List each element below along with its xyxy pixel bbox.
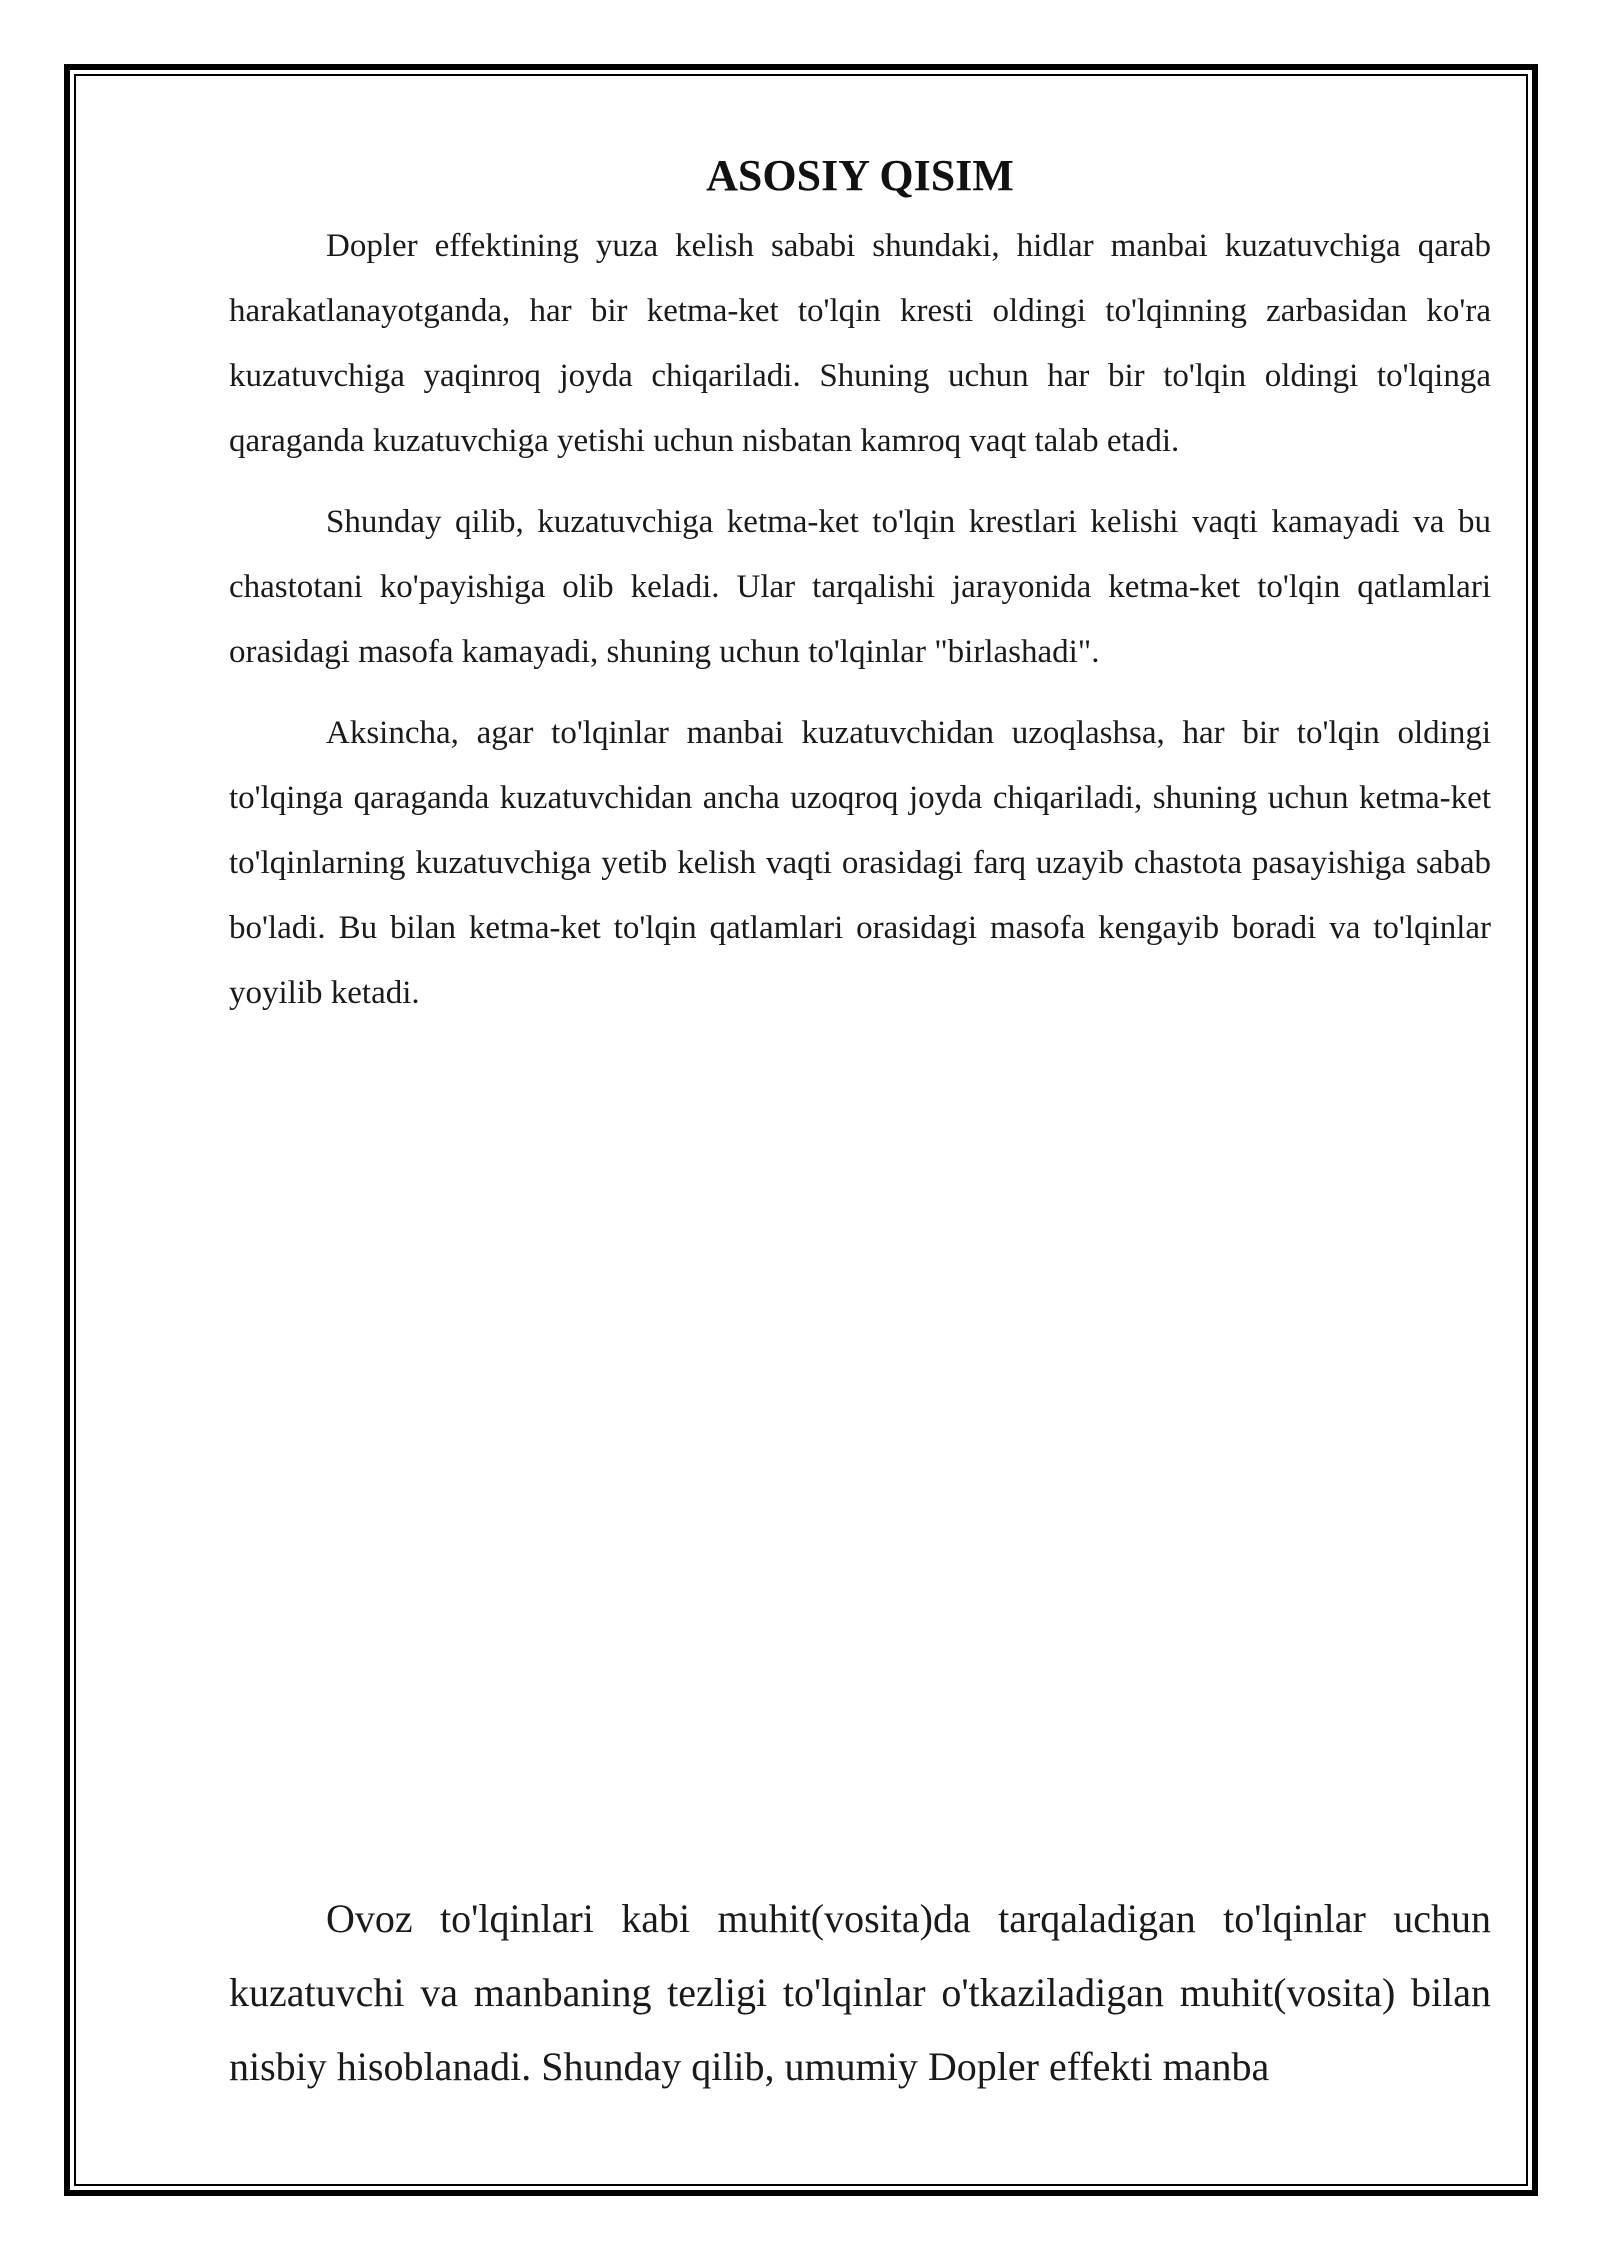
paragraph-4: Ovoz to'lqinlari kabi muhit(vosita)da tarqaladigan to'lqinlar uchun kuzatuvchi va manbaning tezligi to'lqinlar o'tkaziladigan muhit(vosita) bilan nisbiy hisoblanadi. Shunday qilib, umumiy Dopler effekti manba bbox=[229, 1896, 1491, 2089]
page-content bbox=[229, 150, 1491, 1042]
lower-section bbox=[229, 1882, 1491, 2104]
page-title: ASOSIY QISIM bbox=[706, 151, 1014, 200]
paragraph-3: Aksincha, agar to'lqinlar manbai kuzatuvchidan uzoqlashsa, har bir to'lqin oldingi to'lqinga qaraganda kuzatuvchidan ancha uzoqroq joyda chiqariladi, shuning uchun ketma-ket to'lqinlarning kuzatuvchiga yetib kelish vaqti orasidagi farq uzayib chastota pasayishiga sabab bo'ladi. Bu bilan ketma-ket to'lqin qatlamlari orasidagi masofa kengayib boradi va to'lqinlar yoyilib ketadi. bbox=[229, 715, 1491, 1011]
paragraph-1: Dopler effektining yuza kelish sababi shundaki, hidlar manbai kuzatuvchiga qarab harakatlanayotganda, har bir ketma-ket to'lqin kresti oldingi to'lqinning zarbasidan ko'ra kuzatuvchiga yaqinroq joyda chiqariladi. Shuning uchun har bir to'lqin oldingi to'lqinga qaraganda kuzatuvchiga yetishi uchun nisbatan kamroq vaqt talab etadi. bbox=[229, 228, 1491, 459]
paragraph-2: Shunday qilib, kuzatuvchiga ketma-ket to'lqin krestlari kelishi vaqti kamayadi va bu chastotani ko'payishiga olib keladi. Ular tarqalishi jarayonida ketma-ket to'lqin qatlamlari orasidagi masofa kamayadi, shuning uchun to'lqinlar "birlashadi". bbox=[229, 504, 1491, 670]
